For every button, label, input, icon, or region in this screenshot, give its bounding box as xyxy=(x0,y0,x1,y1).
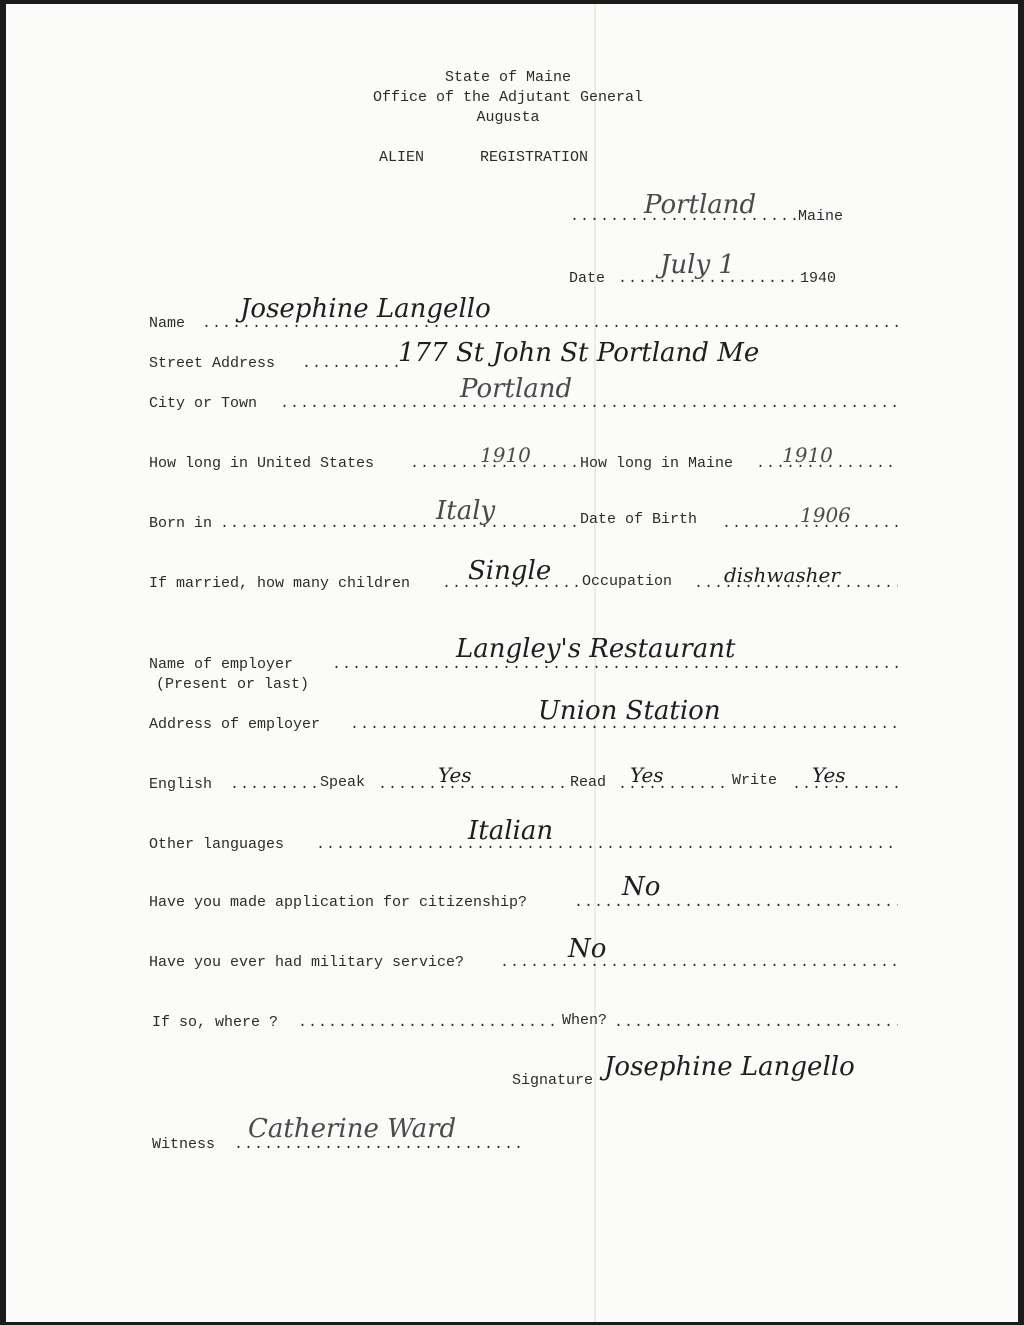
born-value: Italy xyxy=(436,496,496,526)
us-label: How long in United States xyxy=(149,455,375,472)
when-label: When? xyxy=(562,1012,608,1029)
registration-form xyxy=(6,4,1018,1322)
name-value: Josephine Langello xyxy=(240,294,491,324)
military-value: No xyxy=(568,934,607,964)
english-label: English xyxy=(149,776,213,793)
citizenship-label: Have you made application for citizenship? xyxy=(149,894,528,911)
emp-address-value: Union Station xyxy=(538,696,721,726)
place-suffix: Maine xyxy=(798,208,844,225)
military-label: Have you ever had military service? xyxy=(149,954,465,971)
dob-value: 1906 xyxy=(800,503,851,527)
header-office: Office of the Adjutant General xyxy=(372,89,644,106)
where-dots xyxy=(298,1014,560,1032)
employer-label: Name of employer xyxy=(149,656,294,673)
date-value: July 1 xyxy=(660,250,735,280)
emp-address-label: Address of employer xyxy=(149,716,321,733)
write-label: Write xyxy=(732,772,778,789)
children-label: If married, how many children xyxy=(149,575,411,592)
speak-label: Speak xyxy=(320,774,366,791)
header-registration: REGISTRATION xyxy=(480,149,589,166)
signature-value: Josephine Langello xyxy=(604,1052,855,1082)
other-lang-value: Italian xyxy=(468,816,554,846)
speak-value: Yes xyxy=(438,763,472,787)
where-label: If so, where ? xyxy=(152,1014,279,1031)
write-value: Yes xyxy=(812,763,846,787)
read-value: Yes xyxy=(630,763,664,787)
born-dots xyxy=(220,515,578,533)
witness-value: Catherine Ward xyxy=(248,1114,457,1144)
date-label: Date xyxy=(569,270,606,287)
employer-value: Langley's Restaurant xyxy=(456,634,736,664)
english-dots xyxy=(230,776,318,794)
born-label: Born in xyxy=(149,515,213,532)
military-dots xyxy=(500,954,898,972)
other-lang-label: Other languages xyxy=(149,836,285,853)
maine-label: How long in Maine xyxy=(580,455,734,472)
header-alien: ALIEN xyxy=(379,149,425,166)
employer-sublabel: (Present or last) xyxy=(156,676,310,693)
date-year: 1940 xyxy=(800,270,837,287)
occupation-value: dishwasher xyxy=(724,563,840,587)
street-dots xyxy=(302,355,398,373)
occupation-label: Occupation xyxy=(582,573,673,590)
city-dots xyxy=(280,395,898,413)
city-value: Portland xyxy=(460,374,573,404)
read-label: Read xyxy=(570,774,607,791)
other-lang-dots xyxy=(316,836,898,854)
when-dots xyxy=(614,1014,898,1032)
place-value: Portland xyxy=(644,190,757,220)
maine-value: 1910 xyxy=(782,443,833,467)
dob-label: Date of Birth xyxy=(580,511,698,528)
signature-label: Signature xyxy=(512,1072,594,1089)
street-label: Street Address xyxy=(149,355,276,372)
street-value: 177 St John St Portland Me xyxy=(398,338,760,368)
header-city: Augusta xyxy=(476,109,540,126)
witness-label: Witness xyxy=(152,1136,216,1153)
city-label: City or Town xyxy=(149,395,258,412)
us-value: 1910 xyxy=(480,443,531,467)
header-state: State of Maine xyxy=(444,69,572,86)
speak-dots xyxy=(378,776,568,794)
name-label: Name xyxy=(149,315,186,332)
citizenship-value: No xyxy=(622,872,661,902)
children-value: Single xyxy=(468,556,552,586)
